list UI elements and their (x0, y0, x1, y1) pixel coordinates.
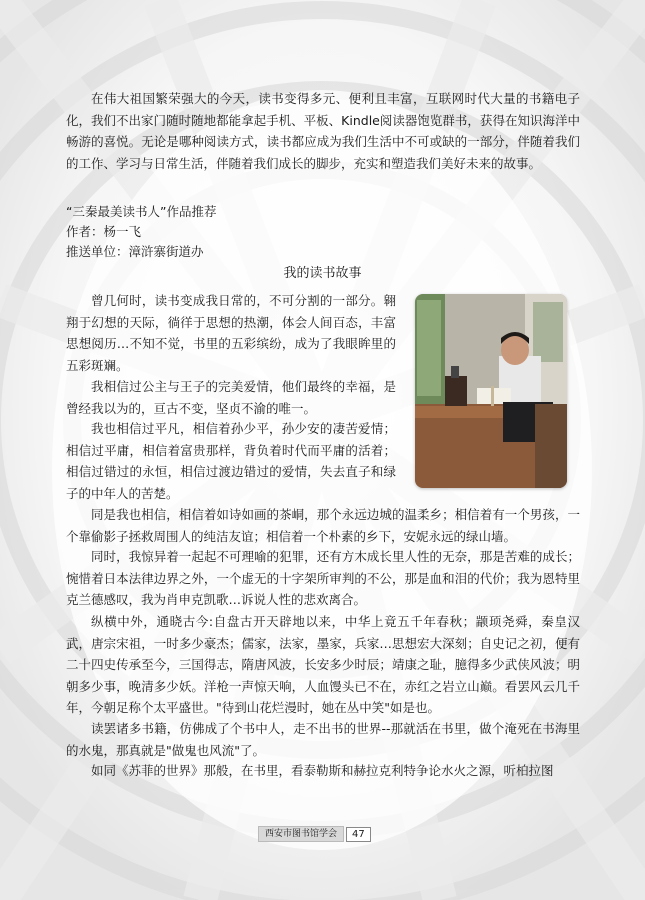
story-paragraph: 同时，我惊异着一起起不可理喻的犯罪，还有方木成长里人性的无奈，那是苦难的成长；惋惜着日本法律边界之外，一个虚无的十字架所审判的不公，那是血和泪的代价；我为恩特里克兰德感叹，我为肖申克凯歌…诉说人性的悲欢离合。 (66, 549, 580, 607)
reader-photo (415, 294, 567, 488)
unit-line: 推送单位：漳浒寨街道办 (66, 244, 204, 259)
story-paragraph: 我也相信过平凡，相信着孙少平，孙少安的凄苦爱情；相信过平庸，相信着富贵那样，背负着时代而平庸的活着；相信过错过的永恒，相信过渡边错过的爱情，失去直子和绿子的中年人的苦楚。 (66, 421, 396, 501)
recommend-label: “三秦最美读书人”作品推荐 (66, 204, 217, 219)
story-paragraph: 曾几何时，读书变成我日常的，不可分割的一部分。翱翔于幻想的天际，徜徉于思想的热潮，体会人间百态，丰富思想阅历…不知不觉，书里的五彩缤纷，成为了我眼眸里的五彩斑斓。 (66, 293, 396, 373)
footer-org: 西安市图书馆学会 (258, 826, 344, 842)
story-title: 我的读书故事 (283, 266, 362, 281)
page-footer (258, 826, 371, 842)
author-line: 作者：杨一飞 (66, 224, 142, 239)
intro-paragraph: 在伟大祖国繁荣强大的今天，读书变得多元、便利且丰富，互联网时代大量的书籍电子化，我们不出家门随时随地都能拿起手机、平板、Kindle阅读器饱览群书，获得在知识海洋中畅游的喜悦。无论是哪种阅读方式，读书都应成为我们生活中不可或缺的一部分，伴随着我们的工作、学习与日常生活，伴随着我们成长的脚步，充实和塑造我们美好未来的故事。 (66, 91, 580, 171)
story-paragraph: 读罢诸多书籍，仿佛成了个书中人，走不出书的世界--那就活在书里，做个淹死在书海里的水鬼，那真就是"做鬼也风流"了。 (66, 721, 580, 758)
story-paragraph: 如同《苏菲的世界》那般，在书里，看泰勒斯和赫拉克利特争论水火之源，听柏拉图 (91, 763, 554, 778)
story-paragraph: 纵横中外，通晓古今:自盘古开天辟地以来，中华上竟五千年春秋；颛顼尧舜，秦皇汉武，唐宗宋祖，一时多少豪杰；儒家，法家，墨家，兵家…思想宏大深刻；自史记之初，便有二十四史传承至今，三国得志，隋唐风波，长安多少时辰；靖康之耻，臆得多少武侠风波；明朝多少事，晚清多少妖。洋枪一声惊天响，人血馒头已不在，赤红之岩立山巅。看罢风云几千年，今朝足称个太平盛世。"待到山花烂漫时，她在丛中笑"如是也。 (66, 614, 580, 715)
page-number: 47 (346, 827, 371, 842)
story-paragraph: 同是我也相信，相信着如诗如画的茶峒，那个永远边城的温柔乡；相信着有一个男孩，一个靠偷影子拯救周围人的纯洁友谊；相信着一个朴素的乡下，安妮永远的绿山墙。 (66, 507, 580, 544)
story-paragraph: 我相信过公主与王子的完美爱情，他们最终的幸福，是曾经我以为的，亘古不变，坚贞不渝的唯一。 (66, 379, 396, 416)
